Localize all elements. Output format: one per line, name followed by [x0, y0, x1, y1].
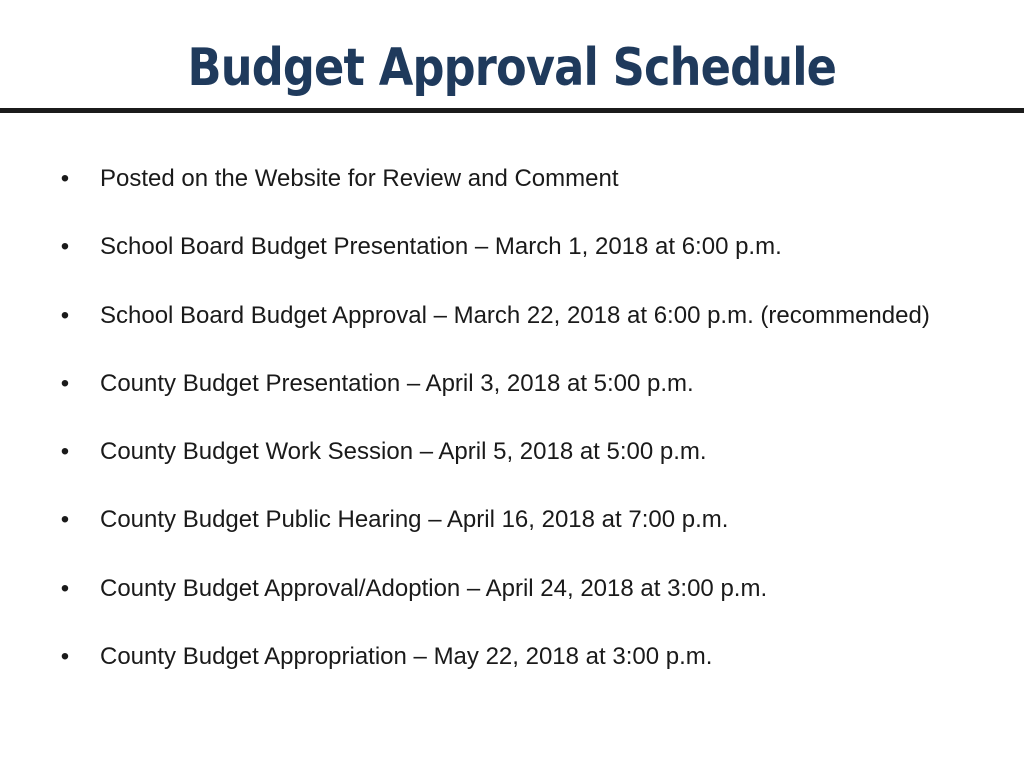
- bullet-icon: •: [60, 438, 70, 466]
- list-item-text: School Board Budget Approval – March 22, 2018 at 6:00 p.m. (recommended): [100, 301, 930, 329]
- list-item-text: County Budget Work Session – April 5, 2018 at 5:00 p.m.: [100, 438, 707, 466]
- bullet-icon: •: [60, 233, 70, 261]
- bullet-icon: •: [60, 643, 70, 671]
- list-item-text: County Budget Approval/Adoption – April 24, 2018 at 3:00 p.m.: [100, 574, 768, 602]
- list-item-text: Posted on the Website for Review and Comment: [100, 165, 619, 192]
- list-item: [0, 638, 1024, 706]
- bullet-icon: •: [60, 369, 70, 397]
- list-item: [0, 160, 1024, 228]
- list-item: [0, 501, 1024, 569]
- bullet-icon: •: [60, 506, 70, 534]
- schedule-list: [0, 160, 1024, 706]
- list-item: [0, 365, 1024, 433]
- list-item: [0, 228, 1024, 296]
- list-item: [0, 570, 1024, 638]
- bullet-icon: •: [60, 574, 70, 602]
- list-item-text: County Budget Presentation – April 3, 2018 at 5:00 p.m.: [100, 369, 694, 397]
- list-item-text: County Budget Public Hearing – April 16, 2018 at 7:00 p.m.: [100, 506, 729, 534]
- title-divider: [0, 108, 1024, 113]
- bullet-icon: •: [60, 301, 70, 329]
- bullet-icon: •: [60, 165, 70, 192]
- list-item: [0, 297, 1024, 365]
- list-item-text: County Budget Appropriation – May 22, 2018 at 3:00 p.m.: [100, 643, 713, 671]
- slide-title: Budget Approval Schedule: [187, 38, 837, 98]
- list-item: [0, 433, 1024, 501]
- list-item-text: School Board Budget Presentation – March 1, 2018 at 6:00 p.m.: [100, 233, 782, 261]
